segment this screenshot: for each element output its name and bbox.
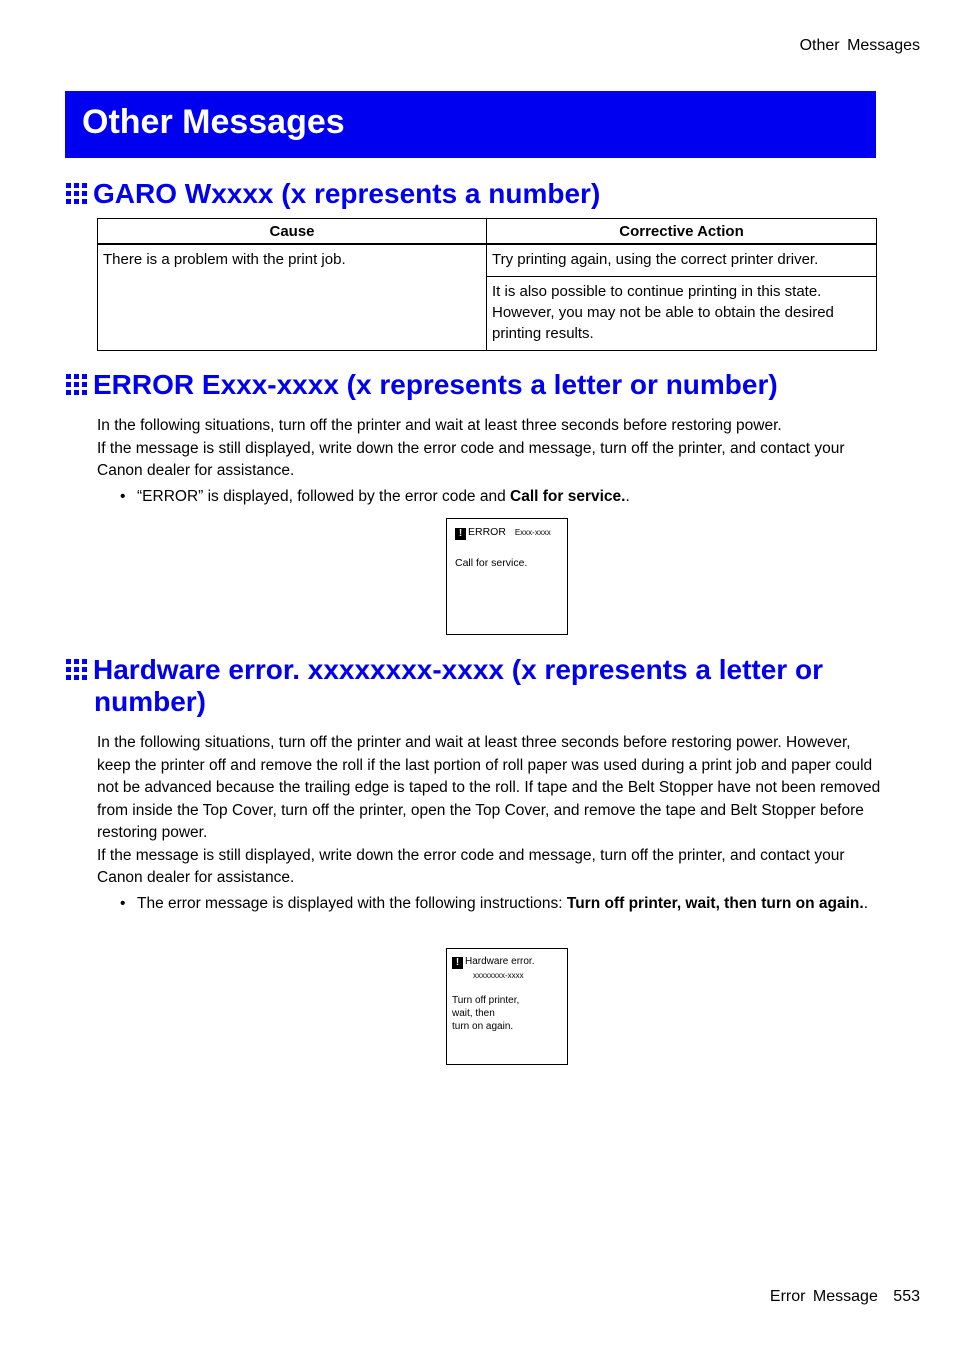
warning-icon: ! [452,957,463,969]
column-header-corrective-action: Corrective Action [487,219,877,245]
section-grid-icon [66,374,87,395]
bullet-text: “ERROR” is displayed, followed by the error code and [137,488,511,505]
column-header-cause: Cause [98,219,487,245]
table-header-row [98,219,877,245]
cause-cell: There is a problem with the print job. [98,244,487,351]
paragraph-line: In the following situations, turn off the printer and wait at least three seconds before restoring power. [97,417,782,434]
display-panel-error [446,518,568,635]
bullet-dot: • [120,488,126,505]
display-line [452,955,534,969]
bullet-bold-text: Turn off printer, wait, then turn on again. [566,895,864,912]
display-message-line: wait, then [452,1008,495,1019]
paragraph-line: If the message is still displayed, write down the error code and message, turn off the printer, and contact your Canon dealer for assistance. [97,439,845,479]
bullet-suffix: . [863,895,868,912]
warning-icon: ! [455,528,466,540]
page-footer [770,1288,920,1306]
display-message: Call for service. [455,557,528,569]
display-message-line: turn on again. [452,1021,514,1032]
bullet-dot: • [120,895,126,912]
footer-section-name: Error Message [769,1288,878,1305]
paragraph-line: If the message is still displayed, write down the error code and message, turn off the printer, and contact your Canon dealer for assistance. [97,846,845,886]
display-message [452,994,519,1033]
list-item [120,892,877,915]
paragraph [97,415,881,483]
section-heading-text: ERROR Exxx-xxxx (x represents a letter or number) [93,369,778,400]
action-cell: Try printing again, using the correct printer driver. [487,244,877,277]
section-heading-text: GARO Wxxxx (x represents a number) [93,178,601,209]
section-heading-error [66,369,778,401]
page-title: Other Messages [82,103,345,141]
list-item [120,485,877,508]
garo-table [97,218,877,351]
display-message-line: Turn off printer, [452,995,520,1006]
display-error-code: Exxx-xxxx [514,528,551,537]
paragraph-line: In the following situations, turn off the printer and wait at least three seconds before restoring power. However, keep the printer off and remove the roll if the last portion of roll paper was used during a print job and paper could not be advanced because the trailing edge is taped to the roll. If tape and the Belt Stopper have not been removed from inside the Top Cover, turn off the printer, open the Top Cover, and remove the tape and Belt Stopper before restoring power. [97,734,881,841]
section-heading-text: Hardware error. xxxxxxxx-xxxx (x represents a letter or [93,654,823,685]
page-title-banner [65,91,876,158]
display-status: ERROR [468,526,506,538]
display-error-code: xxxxxxxx-xxxx [473,971,524,980]
section-grid-icon [66,659,87,680]
bullet-suffix: . [625,488,630,505]
display-panel-hardware-error [446,948,568,1065]
section-grid-icon [66,183,87,204]
running-header: Other Messages [799,37,920,54]
display-line [455,526,551,540]
paragraph [97,732,881,890]
action-cell: It is also possible to continue printing in this state. However, you may not be able to obtain the desired printing results. [487,277,877,351]
section-heading-hardware-error [66,654,823,718]
section-heading-text-cont: number) [94,686,206,717]
page-number: 553 [893,1288,920,1305]
bullet-bold-text: Call for service. [510,488,626,505]
display-status: Hardware error. [465,956,535,967]
bullet-text: The error message is displayed with the following instructions: [137,895,567,912]
section-heading-garo [66,178,600,210]
table-row [98,244,877,277]
